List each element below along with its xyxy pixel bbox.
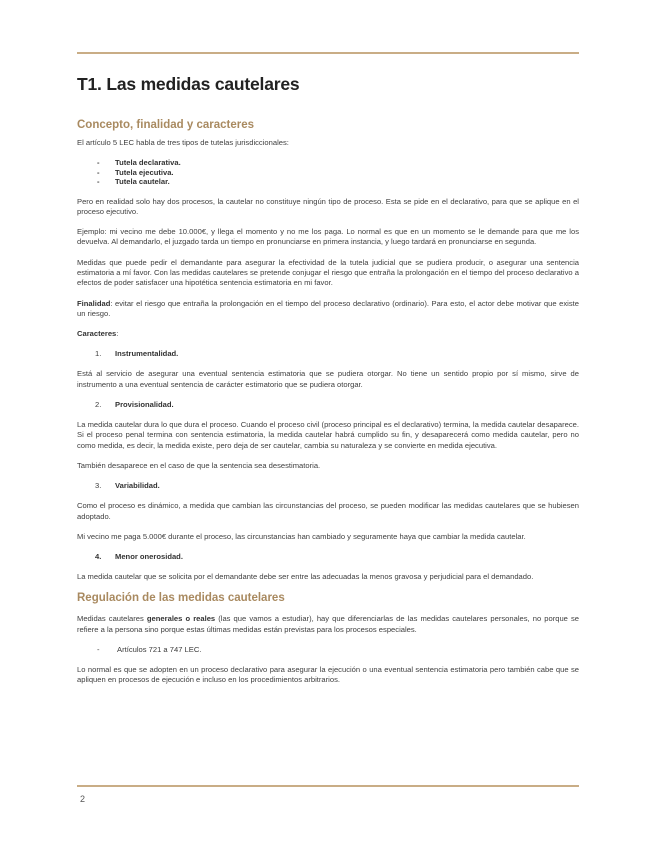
paragraph: Mi vecino me paga 5.000€ durante el proceso, las circunstancias han cambiado y seguramente haya que cambiar la medida cautelar. <box>77 531 526 541</box>
example-paragraph: Ejemplo: mi vecino me debe 10.000€, y llega el momento y no me los paga. Lo normal es que en un momento se le demande para que me los devuelva. Al demandarlo, el juzgado tarda un tiempo en pronunciarse en primera instancia, y luego tardará en pronunciarse en segunda. <box>77 227 579 247</box>
paragraph <box>77 614 579 635</box>
caracter-item-1 <box>95 349 579 359</box>
list-item: - Tutela cautelar. <box>97 177 579 186</box>
item-title: Variabilidad. <box>115 481 160 491</box>
tutelas-list <box>77 158 579 186</box>
dash-marker: - <box>97 645 100 655</box>
page-title: T1. Las medidas cautelares <box>77 74 300 94</box>
paragraph: Medidas que puede pedir el demandante para asegurar la efectividad de la tutela judicial que se pudiera producir, o asegurar una sentencia estimatoria a mí favor. Con las medidas cautelares se pretende conjugar el riesgo que entraña la prolongación en el tiempo del proceso declarativo a efectos de poder satisfacer una hipotética sentencia estimatoria en mi favor. <box>77 257 579 288</box>
finalidad-text: : evitar el riesgo que entraña la prolongación en el tiempo del proceso declarativo (ordinario). Para esto, el actor debe motivar que existe un riesgo. <box>77 298 579 318</box>
articulos-text: Artículos 721 a 747 LEC. <box>117 645 202 655</box>
document-body <box>77 74 579 696</box>
section-heading-regulacion: Regulación de las medidas cautelares <box>77 592 285 605</box>
caracteres-colon: : <box>116 329 119 339</box>
page-number: 2 <box>80 794 86 804</box>
caracter-item-3 <box>95 481 579 491</box>
paragraph: Como el proceso es dinámico, a medida que cambian las circunstancias del proceso, se pueden modificar las medidas cautelares que se hubiesen adoptado. <box>77 501 579 521</box>
paragraph: También desaparece en el caso de que la sentencia sea desestimatoria. <box>77 460 321 470</box>
item-title: Menor onerosidad. <box>115 552 183 562</box>
intro-paragraph: El artículo 5 LEC habla de tres tipos de tutelas jurisdiccionales: <box>77 138 289 147</box>
caracteres-heading <box>77 329 579 339</box>
text-run: (las que vamos a estudiar), hay que diferenciarlas de las medidas cautelares personales, no porque se refiere a la persona sino porque estas últimas medidas están previstas para los procesos especiales. <box>77 614 580 634</box>
paragraph: La medida cautelar que se solicita por el demandante debe ser entre las adecuadas la menos gravosa y perjudicial para el demandado. <box>77 572 534 582</box>
paragraph: Pero en realidad solo hay dos procesos, la cautelar no constituye ningún tipo de proceso. Esta se pide en el declarativo, para que se aplique en el proceso ejecutivo. <box>77 196 579 216</box>
list-item: - Tutela ejecutiva. <box>97 168 579 177</box>
finalidad-paragraph <box>77 299 579 320</box>
list-item: - Tutela declarativa. <box>97 158 579 167</box>
caracter-item-2 <box>95 400 579 410</box>
paragraph: Lo normal es que se adopten en un proceso declarativo para asegurar la ejecución o una eventual sentencia estimatoria pero también cabe que se apliquen en procesos de ejecución e incluso en los procedimientos arbitrarios. <box>77 665 579 685</box>
item-number: 4. <box>95 552 102 562</box>
articulos-item <box>97 645 579 655</box>
item-number: 2. <box>95 400 102 410</box>
item-title: Instrumentalidad. <box>115 349 179 359</box>
item-title: Provisionalidad. <box>115 400 174 410</box>
section-heading-concepto: Concepto, finalidad y caracteres <box>77 119 255 131</box>
finalidad-label: Finalidad <box>77 298 111 308</box>
text-run: Medidas cautelares <box>77 614 147 624</box>
caracteres-label: Caracteres <box>77 329 117 339</box>
paragraph: La medida cautelar dura lo que dura el proceso. Cuando el proceso civil (proceso principal es el declarativo) termina, la medida cautelar desaparece. Si el proceso penal termina con sentencia estimatoria, la medida cautelar habrá cumplido su fin, y desaparecerá como medida cautelar, pero no como medida, es decir, la medida existe, pero deja de ser cautelar, cambia su naturaleza y se convierte en medida ejecutiva. <box>77 420 579 450</box>
caracter-item-4 <box>95 552 579 562</box>
item-number: 1. <box>95 349 102 359</box>
bottom-rule <box>77 785 579 787</box>
top-rule <box>77 52 579 54</box>
bold-text: generales o reales <box>146 614 216 624</box>
item-number: 3. <box>95 481 102 491</box>
paragraph: Está al servicio de asegurar una eventual sentencia estimatoria que se pudiera otorgar. No tiene un sentido propio por sí mismo, sirve de instrumento a una eventual sentencia de carácter estimatorio que se pudiera otorgar. <box>77 369 579 389</box>
